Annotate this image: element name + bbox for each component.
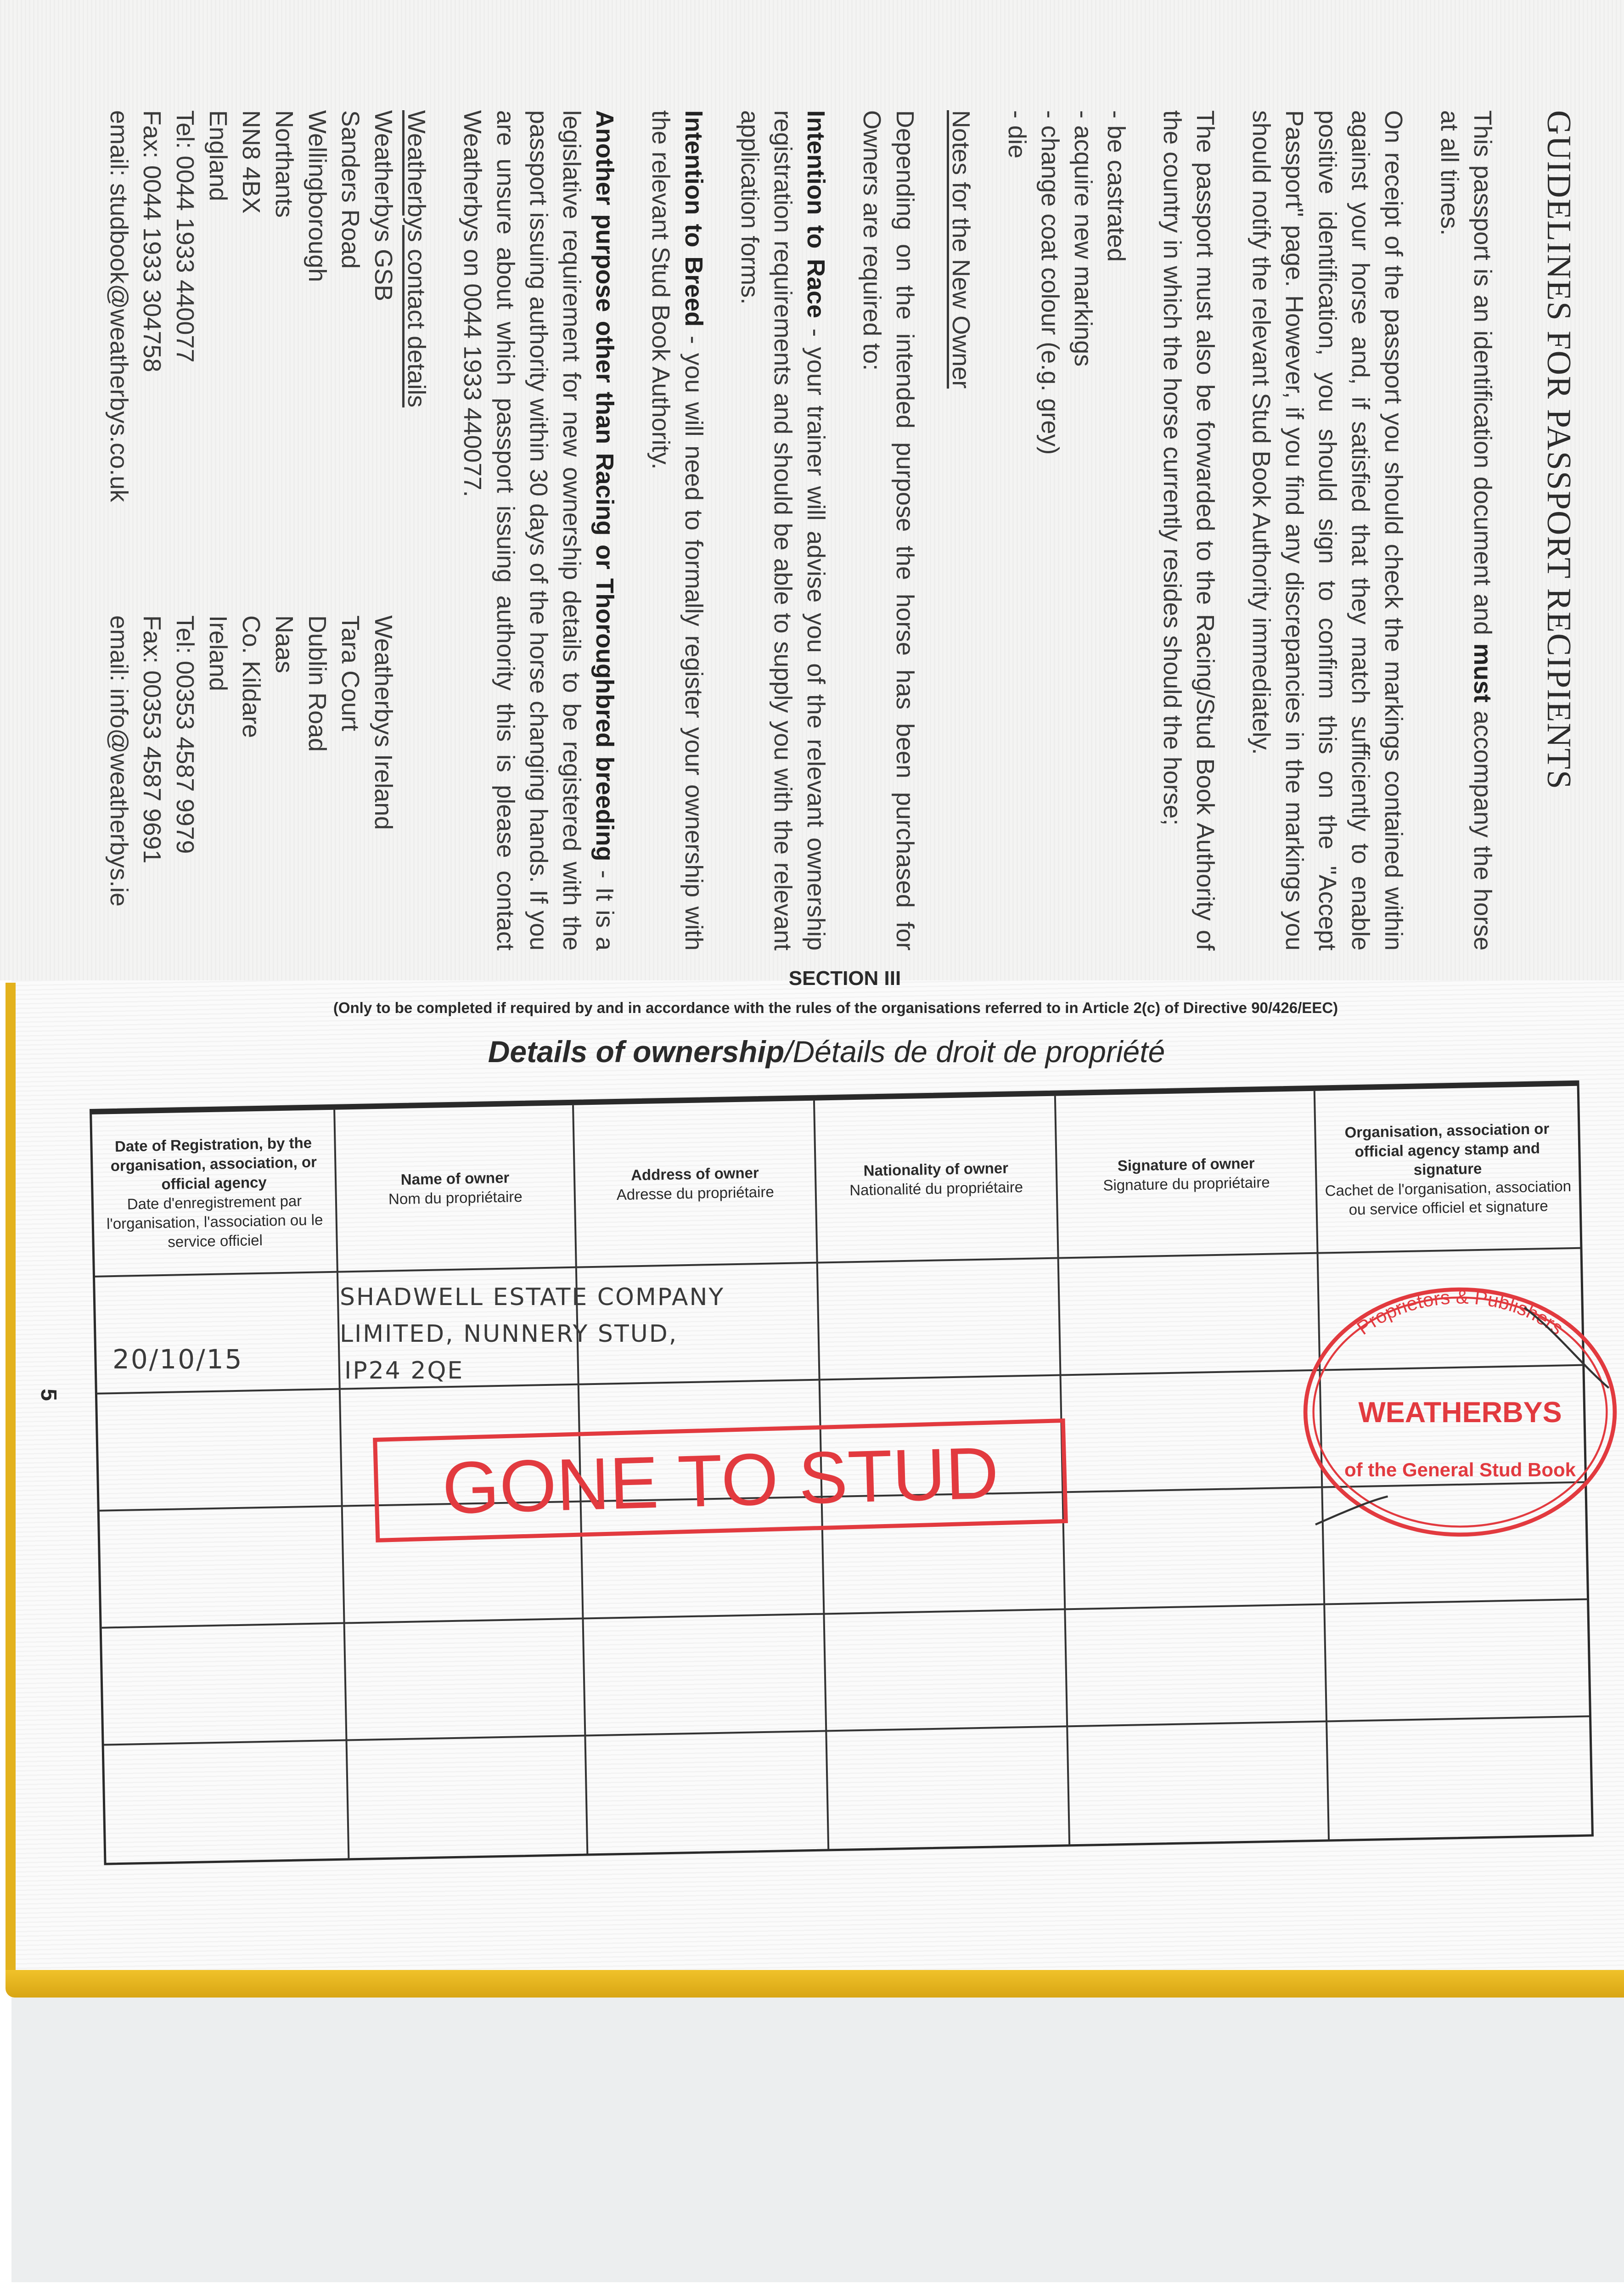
stamp-top-text: Proprietors & Publishers (1353, 1286, 1568, 1339)
cell (1062, 1371, 1323, 1493)
header-stamp (1315, 1086, 1580, 1254)
contact-line: Tel: 0044 1933 440077 (171, 110, 199, 363)
contact-line: Co. Kildare (237, 615, 265, 738)
bold-text: must (1469, 643, 1496, 703)
handwritten-owner-line: IP24 2QE (344, 1357, 464, 1384)
text: - you will need to formally register your ownership with the relevant Stud Book Authority. (647, 110, 708, 951)
stamp-middle-text: WEATHERBYS (1358, 1396, 1562, 1429)
header-en: Date of Registration, by the organisation, association, or official agency (110, 1134, 317, 1193)
header-name (335, 1105, 577, 1273)
weatherbys-stamp (1299, 1283, 1621, 1541)
contact-uk (102, 110, 400, 615)
header-fr: Nationalité du propriétaire (849, 1178, 1023, 1199)
guidelines-title: GUIDELINES FOR PASSPORT RECIPIENTS (1540, 110, 1578, 790)
header-fr: Signature du propriétaire (1103, 1173, 1270, 1194)
scanner-background (11, 1998, 1624, 2282)
header-fr: Adresse du propriétaire (616, 1182, 775, 1203)
cell (586, 1732, 829, 1853)
contact-details (102, 110, 400, 951)
contact-line: Weatherbys GSB (370, 110, 397, 302)
contact-line: email: studbook@weatherbys.co.uk (105, 110, 133, 502)
text: accompany the horse at all times. (1436, 110, 1496, 951)
text: Notes for the New Owner (947, 110, 975, 389)
header-en: Address of owner (630, 1164, 759, 1183)
paragraph-forwarding: The passport must also be forwarded to the Racing/Stud Book Authority of the country in which the horse currently resides should the horse; (1158, 110, 1219, 951)
header-en: Organisation, association or official agency stamp and signature (1344, 1120, 1550, 1178)
cell (1063, 1488, 1325, 1610)
ownership-title (413, 1033, 1240, 1070)
handwritten-owner-line: SHADWELL ESTATE COMPANY (340, 1283, 725, 1311)
handwritten-date: 20/10/15 (112, 1344, 243, 1375)
list-item: - be castrated (1102, 110, 1130, 262)
cell (584, 1615, 827, 1736)
section-subtitle: (Only to be completed if required by and in accordance with the rules of the organisations referred to in Article 2(c) of Directive 90/426/EEC) (333, 999, 1338, 1016)
cover-edge-left (6, 983, 16, 1993)
header-fr: Nom du propriétaire (388, 1187, 523, 1208)
paragraph-identification (1433, 110, 1499, 951)
cell (1059, 1254, 1321, 1376)
contact-line: Tara Court (337, 615, 364, 732)
contact-line: Dublin Road (303, 615, 331, 752)
header-fr: Date d'enregistrement par l'organisation, l'association ou le service officiel (106, 1192, 323, 1250)
cell (102, 1624, 348, 1746)
cell (1325, 1600, 1589, 1722)
stamp-text: GONE TO STUD (441, 1431, 1000, 1529)
handwritten-owner-line: LIMITED, NUNNERY STUD, (340, 1320, 678, 1348)
contact-line: England (204, 110, 232, 202)
cell (818, 1259, 1062, 1381)
paragraph-breed (644, 110, 710, 951)
conditions-list (1000, 110, 1133, 951)
paragraph-receipt: On receipt of the passport you should check the markings contained within against your horse and, if satisfied that they match sufficiently to enable positive identification, you should sign to confirm this on the "Accept Passport" page. However, if you find any discrepancies in the markings you should notify the relevant Stud Book Authority immediately. (1248, 110, 1407, 951)
header-en: Signature of owner (1117, 1154, 1255, 1174)
section-label: SECTION III (788, 967, 901, 990)
cell (1068, 1722, 1330, 1844)
page-number: 5 (36, 1389, 61, 1401)
table-header-row (92, 1086, 1580, 1277)
contact-line: Fax: 00353 4587 9691 (138, 615, 166, 864)
list-item: - change coat colour (e.g. grey) (1036, 110, 1064, 455)
title-fr: /Détails de droit de propriété (784, 1035, 1165, 1069)
paragraph-purpose: Depending on the intended purpose the horse has been purchased for Owners are required to: (858, 110, 919, 951)
bold-text: Intention to Breed (680, 110, 708, 327)
header-fr: Cachet de l'organisation, association ou service officiel et signature (1325, 1177, 1572, 1218)
text: This passport is an identification document and (1469, 110, 1496, 643)
contact-line: NN8 4BX (237, 110, 265, 214)
contact-line: Weatherbys Ireland (370, 615, 397, 830)
contact-line: Tel: 00353 4587 9979 (171, 615, 199, 854)
cell (345, 1620, 586, 1741)
cell (825, 1610, 1068, 1732)
contact-ireland (102, 615, 400, 951)
header-date (92, 1110, 338, 1277)
title-en: Details of ownership (488, 1035, 785, 1069)
text: - It is a legislative requirement for new ownership details to be registered with the passport issuing authority within 30 days of the horse changing hands. If you are unsure about which passport issuing authority this is please contact Weatherbys on 0044 1933 440077. (459, 110, 618, 951)
list-item: - acquire new markings (1069, 110, 1097, 367)
cell (97, 1390, 343, 1512)
contact-line: Northants (270, 110, 298, 218)
bold-text: Intention to Race (802, 110, 830, 318)
cell (1066, 1605, 1327, 1728)
header-signature (1056, 1091, 1319, 1259)
paragraph-race (733, 110, 832, 951)
cell (100, 1507, 345, 1629)
guidelines-text-block (69, 83, 1584, 978)
contact-heading (400, 110, 433, 951)
cover-edge-bottom (6, 1970, 1624, 1998)
gone-to-stud-stamp (373, 1418, 1068, 1542)
list-item: - die (1003, 110, 1031, 159)
cell (348, 1736, 589, 1858)
text: - your trainer will advise you of the relevant ownership registration requirements and should be able to supply you with the relevant application forms. (736, 110, 830, 951)
contact-line: email: info@weatherbys.ie (105, 615, 133, 907)
text: Weatherbys contact details (403, 110, 430, 408)
header-nationality (815, 1096, 1059, 1264)
header-en: Nationality of owner (863, 1159, 1009, 1179)
bold-text: Another purpose other than Racing or Thoroughbred breeding (591, 110, 618, 861)
cell (827, 1727, 1070, 1849)
header-address (574, 1101, 818, 1268)
paragraph-other (456, 110, 621, 951)
cell (1327, 1717, 1591, 1840)
cell (104, 1741, 350, 1863)
contact-line: Naas (270, 615, 298, 674)
cell (95, 1273, 341, 1395)
stamp-bottom-text: of the General Stud Book (1344, 1459, 1576, 1480)
header-en: Name of owner (400, 1168, 510, 1188)
contact-line: Sanders Road (337, 110, 364, 269)
contact-line: Ireland (204, 615, 232, 692)
contact-line: Wellingborough (303, 110, 331, 282)
notes-heading (944, 110, 978, 951)
contact-line: Fax: 0044 1933 304758 (138, 110, 166, 372)
